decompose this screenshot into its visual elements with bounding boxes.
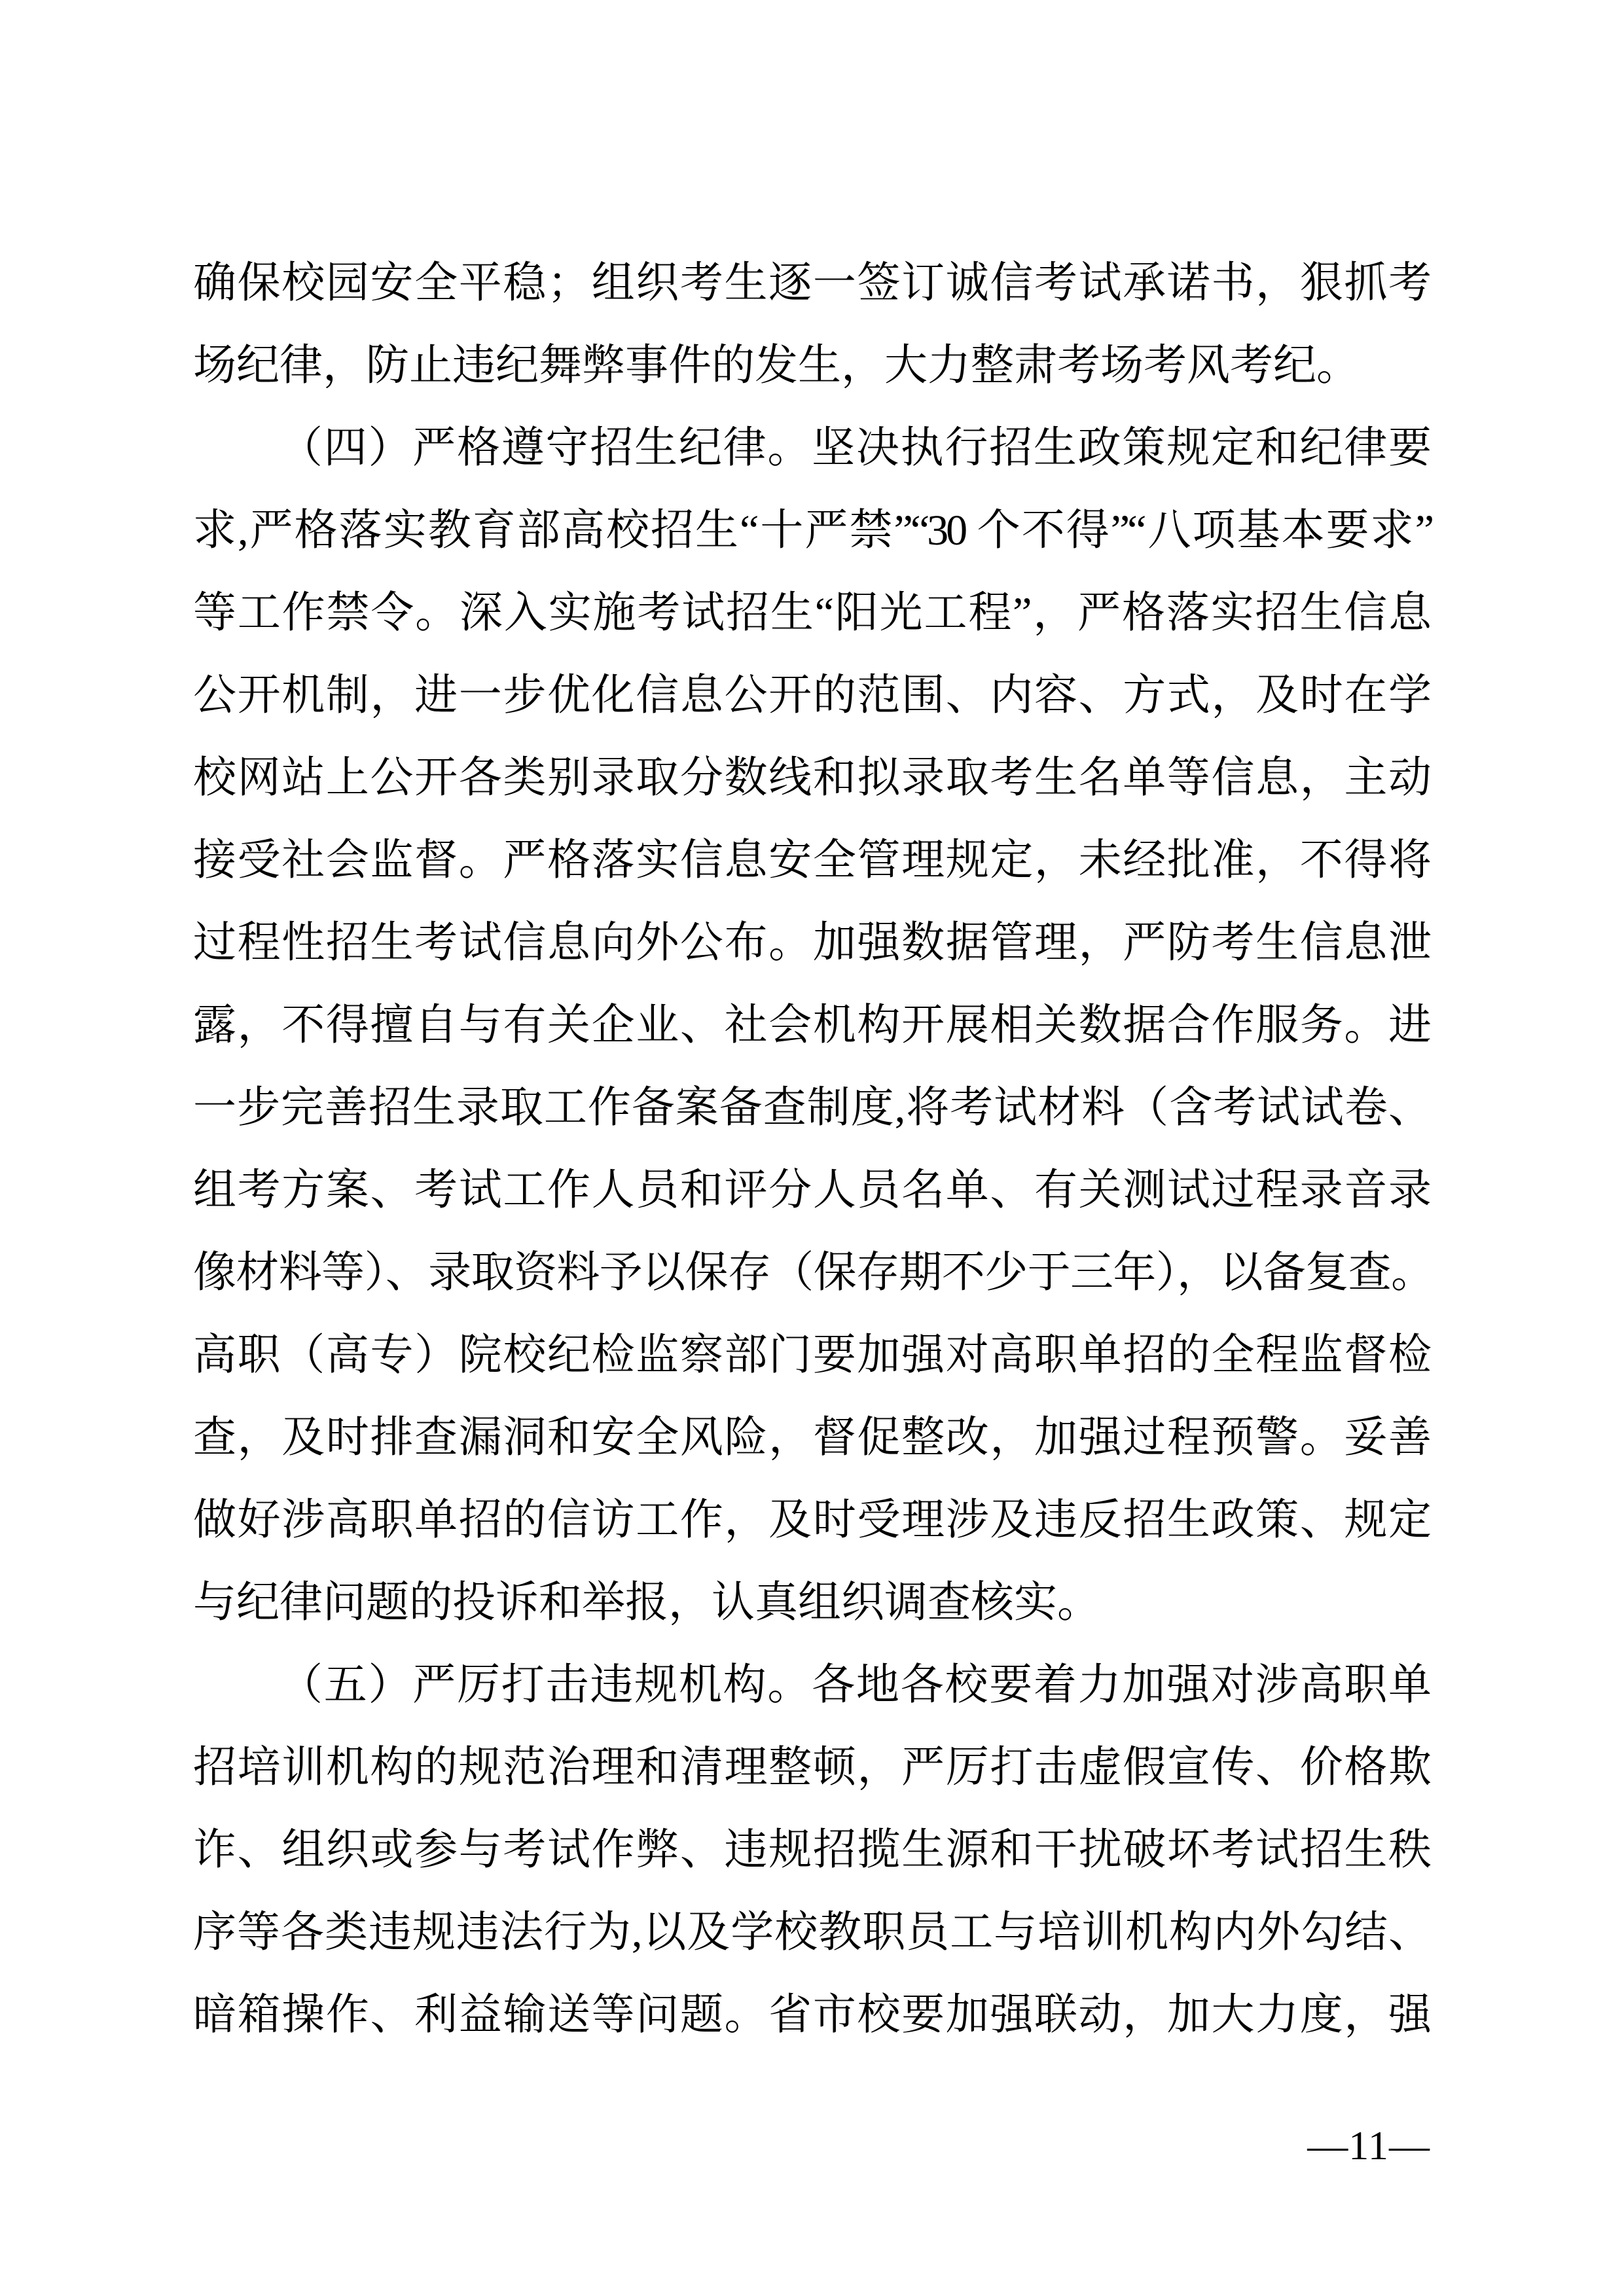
text-line: 序等各类违规违法行为,以及学校教职员工与培训机构内外勾结、 xyxy=(193,1909,1432,1956)
text-line: 查，及时排查漏洞和安全风险，督促整改，加强过程预警。妥善 xyxy=(193,1414,1432,1462)
text-line: 招培训机构的规范治理和清理整顿，严厉打击虚假宣传、价格欺 xyxy=(193,1744,1432,1791)
text-line: 与纪律问题的投诉和举报，认真组织调查核实。 xyxy=(193,1579,1100,1626)
text-line: 一步完善招生录取工作备案备查制度,将考试材料（含考试试卷、 xyxy=(193,1084,1432,1132)
text-line: 诈、组织或参与考试作弊、违规招揽生源和干扰破坏考试招生秩 xyxy=(193,1826,1432,1874)
text-line: 暗箱操作、利益输送等问题。省市校要加强联动，加大力度，强 xyxy=(193,1991,1432,2039)
text-line: 像材料等）、录取资料予以保存（保存期不少于三年），以备复查。 xyxy=(193,1249,1432,1297)
text-line: 公开机制，进一步优化信息公开的范围、内容、方式，及时在学 xyxy=(193,672,1432,719)
text-line: 过程性招生考试信息向外公布。加强数据管理，严防考生信息泄 xyxy=(193,919,1432,967)
text-line: 露，不得擅自与有关企业、社会机构开展相关数据合作服务。进 xyxy=(193,1001,1432,1049)
text-line: 高职（高专）院校纪检监察部门要加强对高职单招的全程监督检 xyxy=(193,1331,1432,1379)
text-line: 接受社会监督。严格落实信息安全管理规定，未经批准，不得将 xyxy=(193,836,1432,884)
text-line-paragraph-start: （五）严厉打击违规机构。各地各校要着力加强对涉高职单 xyxy=(280,1661,1432,1709)
text-line: 场纪律，防止违纪舞弊事件的发生，大力整肃考场考风考纪。 xyxy=(193,342,1360,389)
text-line: 校网站上公开各类别录取分数线和拟录取考生名单等信息，主动 xyxy=(193,754,1432,802)
text-line-paragraph-start: （四）严格遵守招生纪律。坚决执行招生政策规定和纪律要 xyxy=(280,424,1432,472)
document-body xyxy=(193,242,1432,2056)
text-line: 做好涉高职单招的信访工作，及时受理涉及违反招生政策、规定 xyxy=(193,1496,1432,1544)
text-line: 求,严格落实教育部高校招生“十严禁”“30 个不得”“八项基本要求” xyxy=(193,507,1432,554)
page-number: —11— xyxy=(1307,2124,1430,2168)
text-line: 确保校园安全平稳；组织考生逐一签订诚信考试承诺书，狠抓考 xyxy=(193,259,1432,307)
text-line: 等工作禁令。深入实施考试招生“阳光工程”，严格落实招生信息 xyxy=(193,589,1432,637)
text-line: 组考方案、考试工作人员和评分人员名单、有关测试过程录音录 xyxy=(193,1166,1432,1214)
